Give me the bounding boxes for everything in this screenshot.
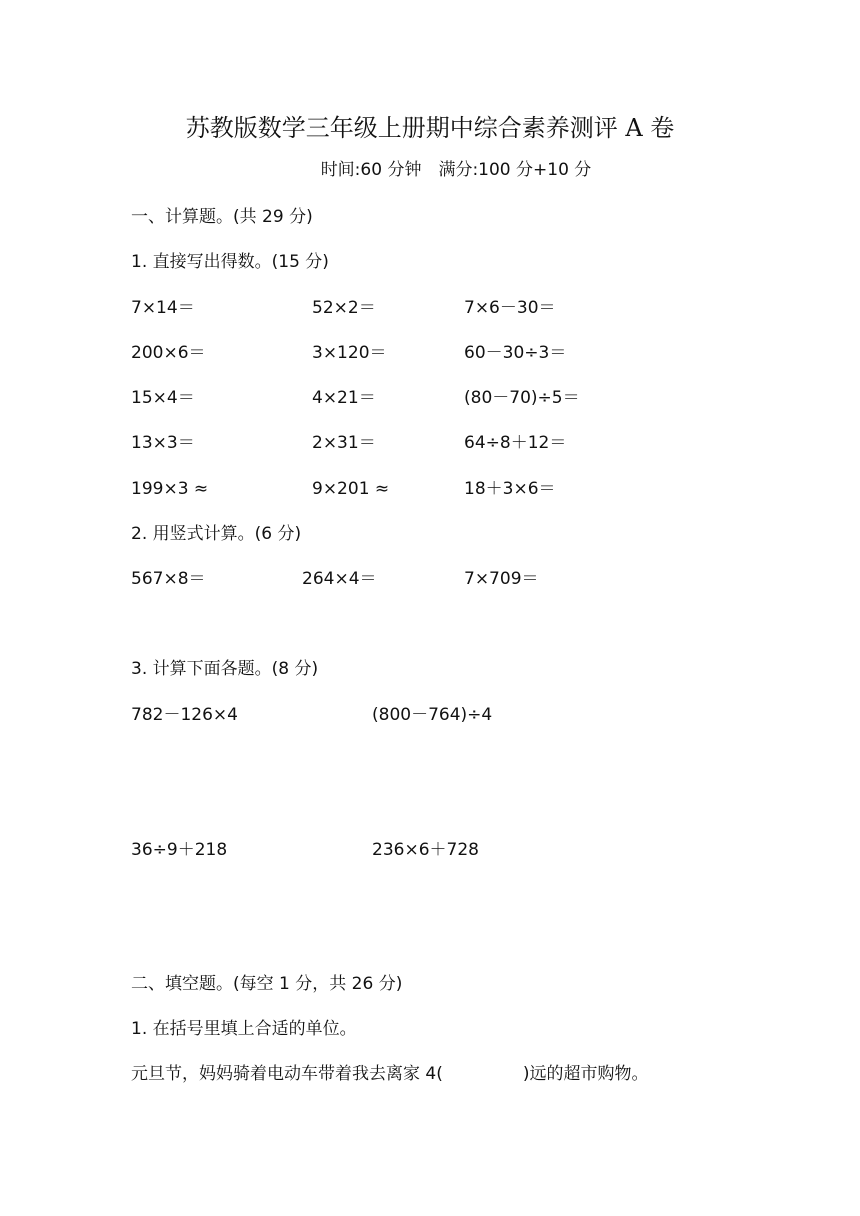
calc-row-5-col-3: 18＋3×6＝ — [464, 479, 556, 499]
fill-sentence — [131, 1062, 649, 1086]
exam-subtitle: 时间:60 分钟 满分:100 分+10 分 — [320, 160, 592, 180]
question-1-heading: 1. 直接写出得数。(15 分) — [131, 252, 329, 272]
calc-row-5-col-2: 9×201 ≈ — [312, 479, 390, 499]
mixed-calc-1: 782－126×4 — [131, 705, 238, 725]
vertical-calc-2: 264×4＝ — [302, 569, 377, 589]
vertical-calc-1: 567×8＝ — [131, 569, 206, 589]
calc-row-2-col-3: 60－30÷3＝ — [464, 343, 567, 363]
mixed-calc-4: 236×6＋728 — [372, 840, 479, 860]
calc-row-1-col-1: 7×14＝ — [131, 298, 195, 318]
calc-row-3-col-1: 15×4＝ — [131, 388, 195, 408]
mixed-calc-2: (800－764)÷4 — [372, 705, 493, 725]
calc-row-3-col-2: 4×21＝ — [312, 388, 376, 408]
section-1-heading: 一、计算题。(共 29 分) — [131, 207, 313, 227]
question-2-heading: 2. 用竖式计算。(6 分) — [131, 524, 302, 544]
calc-row-1-col-3: 7×6－30＝ — [464, 298, 556, 318]
calc-row-2-col-2: 3×120＝ — [312, 343, 387, 363]
calc-row-4-col-1: 13×3＝ — [131, 433, 195, 453]
calc-row-3-col-3: (80－70)÷5＝ — [464, 388, 580, 408]
calc-row-2-col-1: 200×6＝ — [131, 343, 206, 363]
calc-row-4-col-2: 2×31＝ — [312, 433, 376, 453]
mixed-calc-3: 36÷9＋218 — [131, 840, 228, 860]
section-2-heading: 二、填空题。(每空 1 分，共 26 分) — [131, 974, 403, 994]
fill-sentence-after: )远的超市购物。 — [522, 1064, 649, 1084]
fill-sentence-before: 元旦节，妈妈骑着电动车带着我去离家 4( — [131, 1064, 443, 1084]
question-3-heading: 3. 计算下面各题。(8 分) — [131, 659, 319, 679]
calc-row-5-col-1: 199×3 ≈ — [131, 479, 209, 499]
calc-row-1-col-2: 52×2＝ — [312, 298, 376, 318]
fill-question-1-heading: 1. 在括号里填上合适的单位。 — [131, 1019, 357, 1039]
vertical-calc-3: 7×709＝ — [464, 569, 539, 589]
calc-row-4-col-3: 64÷8＋12＝ — [464, 433, 567, 453]
exam-title: 苏教版数学三年级上册期中综合素养测评 A 卷 — [185, 114, 675, 142]
